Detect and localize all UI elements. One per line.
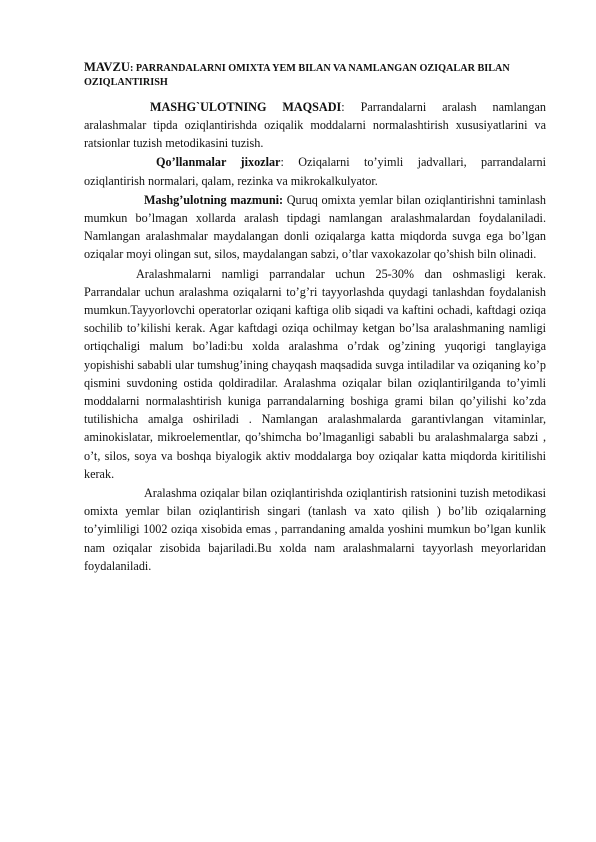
content-paragraph xyxy=(84,191,546,264)
lesson-topic-title xyxy=(84,60,546,91)
document-body xyxy=(84,60,546,576)
content-label: Mashg’ulotning mazmuni: xyxy=(144,192,284,207)
moisture-paragraph: Aralashmalarni namligi parrandalar uchun 25-30% dan oshmasligi kerak. Parrandalar uchun aralashma oziqalarni to’g’ri tayyorlashda quydagi tanlashdan foydalanish mumkun.Tayyorlovchi operatorlar oziqani kaftiga olib siqadi va kaftini ochadi, kaftdagi oziqa sochilib to’kilishi kerak. Agar kaftdagi oziqa ochilmay ketgan bo’lsa aralashmaning namligi ortiqchaligi malum bo’ladi:bu xolda aralashma o’rdak og’zining yuqorigi tanglayiga yopishishi sababli ular tumshug’ining chayqash maqsadida suvga intiladilar va oziqaning ko’p qismini suvdoning ostida qoldiradilar. Aralashma oziqalar bilan oziqlantirilganda to’yimli moddalarni normalashtirish kuniga parrandalarning boshiga grami bilan qo’yilishi ko’zda tutilishicha amalga oshiriladi . Namlangan aralashmalarda garantivlangan vitaminlar, aminokislatar, mikroelementlar, qo’shimcha bo’lmaganligi sababli bu aralashmalarga sabzi , o’t, silos, soya va boshqa biyalogik aktiv moddalarga boy oziqalar katta miqdorda kiritilishi kerak. xyxy=(84,266,546,481)
equipment-paragraph xyxy=(84,153,546,189)
content-text: Quruq omixta yemlar bilan oziqlantirishni taminlash mumkun bo’lmagan xollarda aralash tipdagi namlangan aralashmalardan foydalaniladi. Namlangan aralashmalar maydalangan donli oziqalarga katta miqdorda suvga ega bo’lgan oziqalar moyi olingan sut, silos, maydalangan sabzi, o’tlar vaxokazolar qo’shish biln olinadi. xyxy=(84,192,546,262)
equipment-text: : Oziqalarni to’yimli jadvallari, parrandalarni oziqlantirish normalari, qalam, rezinka va mikrokalkulyator. xyxy=(84,155,547,188)
rations-paragraph: Aralashma oziqalar bilan oziqlantirishda oziqlantirish ratsionini tuzish metodikasi omixta yemlar bilan oziqlantirish singari (tanlash va xato qilish ) bo’lib oziqalarning to’yimliligi 1002 oziqa xisobida emas , parrandaning amalda yoshini mumkun bo’lgan kunlik nam oziqalar zisobida bajariladi.Bu xolda nam aralashmalarni tayyorlash meyorlaridan foydalaniladi. xyxy=(84,486,546,573)
purpose-text: : Parrandalarni aralash namlangan aralashmalar tipda oziqlantirishda oziqalik moddalarni normalashtirish xususiyatlarini va ratsionlar tuzish metodikasini tuzish. xyxy=(84,99,546,151)
purpose-paragraph xyxy=(84,98,546,153)
purpose-label: MASHG`ULOTNING MAQSADI xyxy=(150,99,342,114)
title-lead: MAVZU xyxy=(84,60,130,74)
title-text: : PARRANDALARNI OMIXTA YEM BILAN VA NAMLANGAN OZIQALAR BILAN OZIQLANTIRISH xyxy=(84,63,510,89)
equipment-label: Qo’llanmalar jixozlar xyxy=(156,155,281,170)
